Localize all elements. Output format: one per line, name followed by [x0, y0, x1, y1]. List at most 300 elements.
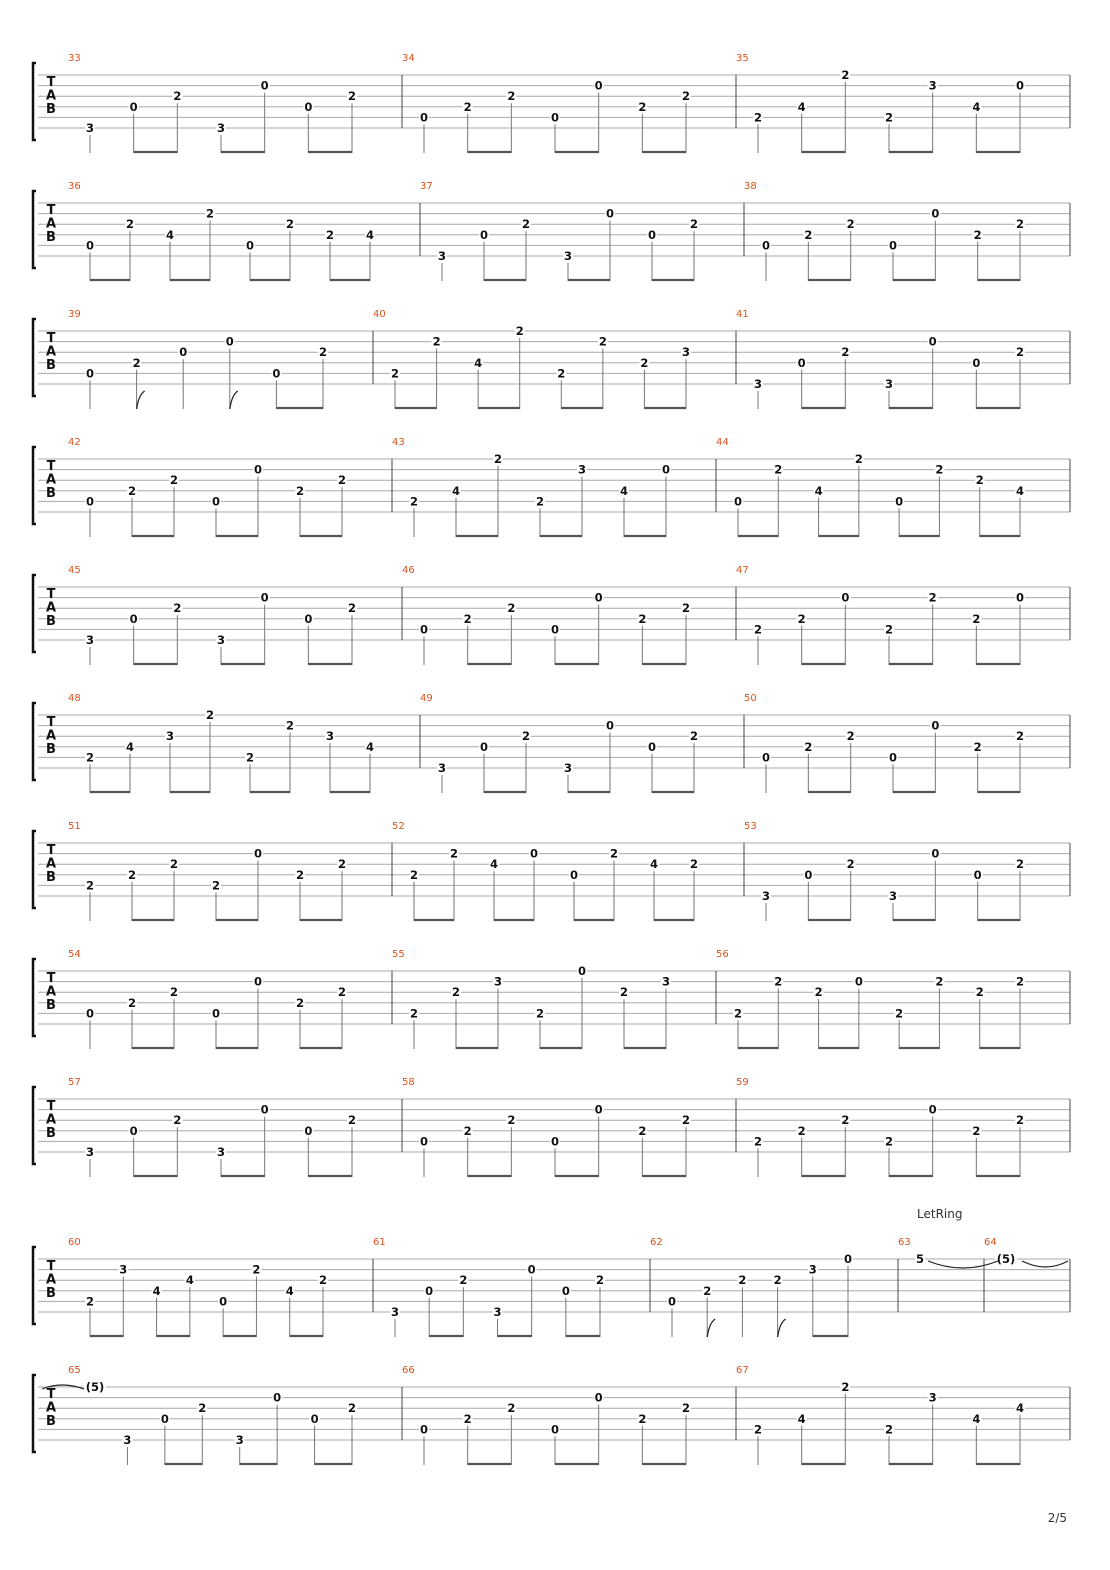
fret-number: 3 — [216, 633, 226, 647]
fret-number: 2 — [318, 1273, 328, 1288]
fret-number: 4 — [619, 483, 629, 498]
fret-number: 2 — [797, 1123, 806, 1138]
fret-number: 0 — [843, 1252, 853, 1266]
measure-number: 33 — [68, 53, 81, 64]
tab-clef-letter: B — [46, 1286, 56, 1302]
system-bracket — [33, 703, 36, 780]
fret-number: 2 — [205, 708, 215, 722]
fret-number: 2 — [638, 1411, 647, 1426]
fret-number: 0 — [931, 718, 940, 733]
tab-clef-letter: T — [46, 331, 56, 346]
tab-clef-letter: T — [46, 459, 56, 474]
note-flag — [778, 1319, 786, 1337]
fret-number: 4 — [125, 739, 135, 754]
tab-clef-letter: A — [45, 1272, 57, 1288]
fret-number: 2 — [595, 1273, 605, 1288]
fret-number: 2 — [205, 206, 215, 221]
fret-number: 2 — [463, 611, 472, 626]
fret-number: 2 — [738, 1273, 747, 1288]
fret-number: 0 — [854, 974, 863, 989]
fret-number: 2 — [507, 1113, 516, 1128]
fret-number: 3 — [216, 1145, 226, 1159]
fret-number: 2 — [493, 452, 503, 466]
fret-number: 2 — [804, 739, 813, 754]
measure-number: 44 — [716, 437, 729, 448]
measure-number: 65 — [68, 1365, 81, 1376]
fret-number: 0 — [529, 846, 539, 861]
fret-number: 0 — [605, 206, 615, 221]
fret-number: 3 — [681, 345, 691, 360]
fret-number: 2 — [689, 729, 699, 744]
fret-number: 0 — [661, 462, 671, 477]
tab-clef-letter: T — [46, 971, 56, 986]
fret-number: 3 — [761, 889, 771, 903]
measure-number: 43 — [392, 437, 405, 448]
fret-number: 4 — [165, 227, 175, 242]
fret-number: 0 — [594, 590, 603, 605]
fret-number: 2 — [1015, 1113, 1025, 1128]
fret-number: 3 — [661, 974, 671, 989]
fret-number: 2 — [753, 622, 763, 637]
tab-clef-letter: A — [45, 216, 57, 232]
fret-number: 2 — [598, 334, 607, 349]
fret-number: 0 — [888, 750, 898, 765]
fret-number: 2 — [85, 878, 95, 893]
fret-number: 0 — [972, 355, 981, 370]
fret-number: 0 — [129, 1123, 138, 1138]
fret-number: 0 — [973, 867, 982, 882]
fret-number: 2 — [318, 345, 328, 360]
fret-number: 0 — [605, 718, 615, 733]
tab-clef-letter: A — [45, 984, 57, 1000]
fret-number: 0 — [245, 238, 255, 253]
tie-arc — [1022, 1261, 1068, 1267]
fret-number: 2 — [535, 494, 545, 509]
fret-number: 3 — [493, 974, 503, 989]
fret-number: 0 — [1015, 590, 1025, 605]
fret-number: 2 — [463, 99, 472, 114]
fret-number: 2 — [619, 985, 629, 1000]
fret-number: 2 — [507, 601, 516, 616]
fret-number: 0 — [425, 1283, 434, 1298]
fret-number: 0 — [129, 99, 138, 114]
fret-number: 2 — [975, 985, 984, 1000]
fret-number: 3 — [493, 1305, 502, 1319]
fret-number: 2 — [521, 729, 531, 744]
fret-number: 0 — [85, 1006, 95, 1021]
fret-number: 0 — [733, 494, 743, 509]
fret-number: 0 — [304, 99, 313, 114]
tab-clef-letter: B — [46, 1414, 56, 1430]
fret-number: 2 — [1015, 345, 1025, 360]
fret-number: 2 — [507, 89, 516, 104]
system-bracket — [33, 1247, 36, 1324]
fret-number: 0 — [647, 739, 657, 754]
fret-number: 4 — [365, 227, 375, 242]
fret-number: 0 — [761, 238, 771, 253]
tab-clef-letter: A — [45, 728, 57, 744]
measure-number: 55 — [392, 949, 405, 960]
measure-number: 37 — [420, 181, 433, 192]
fret-number: 2 — [841, 345, 850, 360]
fret-number: 3 — [437, 249, 447, 263]
fret-number: 2 — [409, 494, 419, 509]
fret-number: 2 — [295, 995, 305, 1010]
fret-number: 2 — [895, 1006, 904, 1021]
fret-number: 2 — [127, 483, 137, 498]
measure-number: 45 — [68, 565, 81, 576]
fret-number: 0 — [550, 622, 560, 637]
fret-number: 2 — [127, 867, 137, 882]
fret-number: 2 — [173, 601, 182, 616]
fret-number: 2 — [975, 473, 984, 488]
fret-number: 0 — [928, 334, 937, 349]
fret-number: 2 — [854, 452, 863, 466]
fret-number: 0 — [804, 867, 813, 882]
fret-number: 2 — [884, 1134, 894, 1149]
fret-number: 2 — [753, 110, 763, 125]
measure-number: 38 — [744, 181, 757, 192]
fret-number: 4 — [972, 1411, 981, 1426]
fret-number: 2 — [337, 857, 347, 872]
fret-number: 0 — [647, 227, 657, 242]
fret-number: 2 — [325, 227, 335, 242]
fret-number: 0 — [550, 110, 560, 125]
fret-number: 2 — [390, 366, 400, 381]
fret-number: 0 — [550, 1422, 560, 1437]
fret-number: 3 — [884, 377, 894, 391]
fret-number: 2 — [972, 1123, 981, 1138]
fret-number: 3 — [888, 889, 898, 903]
system-bracket — [33, 1087, 36, 1164]
fret-number: 0 — [85, 366, 95, 381]
fret-number: 0 — [561, 1283, 570, 1298]
fret-number: 0 — [594, 1102, 603, 1117]
fret-number: 2 — [884, 110, 894, 125]
fret-number: 0 — [304, 611, 313, 626]
system-bracket — [33, 831, 36, 908]
fret-number: 2 — [449, 846, 459, 861]
tab-clef-letter: A — [45, 600, 57, 616]
fret-number: 2 — [295, 867, 305, 882]
fret-number: 4 — [1015, 1401, 1025, 1416]
fret-number: 2 — [169, 473, 179, 488]
fret-number: 2 — [1015, 857, 1025, 872]
tab-clef-letter: T — [46, 1099, 56, 1114]
fret-number: 2 — [973, 739, 982, 754]
let-ring-annotation: LetRing — [917, 1207, 963, 1221]
fret-number: 0 — [928, 1102, 937, 1117]
fret-number: 0 — [310, 1411, 319, 1426]
fret-number: 2 — [1015, 974, 1025, 989]
fret-number: 2 — [841, 68, 850, 82]
fret-number: 0 — [479, 227, 489, 242]
fret-number: 2 — [285, 217, 295, 232]
system-bracket — [33, 959, 36, 1036]
fret-number: 2 — [681, 1401, 691, 1416]
fret-number: 0 — [211, 494, 221, 509]
tab-clef-letter: A — [45, 856, 57, 872]
fret-number: 4 — [451, 483, 461, 498]
fret-number: 0 — [304, 1123, 313, 1138]
fret-number: 2 — [132, 355, 141, 370]
fret-number: 0 — [273, 1390, 282, 1405]
fret-number: 2 — [347, 601, 357, 616]
fret-number: 3 — [123, 1433, 132, 1447]
fret-number: 2 — [337, 985, 347, 1000]
fret-number: 2 — [169, 857, 179, 872]
fret-number: 2 — [797, 611, 806, 626]
note-flag — [230, 391, 238, 409]
fret-number: 4 — [649, 857, 659, 872]
fret-number: 0 — [569, 867, 579, 882]
tab-clef-letter: A — [45, 1112, 57, 1128]
fret-number: 0 — [260, 1102, 269, 1117]
fret-number: 2 — [451, 985, 461, 1000]
fret-number: 0 — [419, 1134, 429, 1149]
fret-number: 0 — [761, 750, 771, 765]
fret-number: 2 — [681, 601, 691, 616]
measure-number: 61 — [373, 1237, 386, 1248]
fret-number: 2 — [347, 1113, 357, 1128]
page-number: 2/5 — [1047, 1511, 1067, 1525]
fret-number: 0 — [594, 78, 603, 93]
measure-number: 54 — [68, 949, 81, 960]
tie-arc — [928, 1261, 998, 1268]
fret-number: 2 — [753, 1134, 763, 1149]
fret-number: 2 — [774, 974, 783, 989]
fret-number: 3 — [437, 761, 447, 775]
fret-number: 2 — [347, 1401, 357, 1416]
fret-number: 3 — [390, 1305, 400, 1319]
fret-number: 2 — [463, 1123, 472, 1138]
fret-number: 0 — [253, 462, 263, 477]
fret-number: 3 — [85, 633, 95, 647]
fret-number: 4 — [474, 355, 483, 370]
fret-number: 2 — [846, 217, 855, 232]
fret-number: 2 — [773, 1273, 782, 1288]
fret-number: 2 — [841, 1380, 850, 1394]
fret-number: 2 — [884, 622, 894, 637]
fret-number: 4 — [185, 1273, 194, 1288]
fret-number: 2 — [846, 857, 855, 872]
fret-number: 0 — [260, 78, 269, 93]
fret-number: 2 — [198, 1401, 207, 1416]
measure-number: 67 — [736, 1365, 749, 1376]
system-bracket — [33, 191, 36, 268]
fret-number: 3 — [808, 1262, 817, 1277]
fret-number: 0 — [667, 1294, 677, 1309]
fret-number: 0 — [1015, 78, 1025, 93]
fret-number: 2 — [1015, 729, 1025, 744]
fret-number: 2 — [703, 1283, 712, 1298]
measure-number: 48 — [68, 693, 81, 704]
measure-number: 52 — [392, 821, 405, 832]
fret-number: 4 — [489, 857, 499, 872]
fret-number: 2 — [638, 1123, 647, 1138]
fret-number: 2 — [125, 217, 135, 232]
fret-number: 4 — [972, 99, 981, 114]
fret-number: 2 — [733, 1006, 743, 1021]
system-bracket — [33, 447, 36, 524]
fret-number: 0 — [179, 345, 188, 360]
tab-clef-letter: T — [46, 75, 56, 90]
measure-number: 41 — [736, 309, 749, 320]
fret-number: 2 — [252, 1262, 261, 1277]
fret-number: 2 — [85, 1294, 95, 1309]
measure-number: 60 — [68, 1237, 81, 1248]
tab-clef-letter: T — [46, 715, 56, 730]
tab-clef-letter: T — [46, 587, 56, 602]
measure-number: 39 — [68, 309, 81, 320]
fret-number: 2 — [409, 1006, 419, 1021]
fret-number: 2 — [689, 857, 699, 872]
fret-number: 0 — [479, 739, 489, 754]
fret-number: 0 — [931, 846, 940, 861]
tab-clef-letter: A — [45, 88, 57, 104]
fret-number: 3 — [577, 462, 587, 477]
fret-number: 0 — [225, 334, 234, 349]
fret-number: 3 — [753, 377, 763, 391]
tab-clef-letter: B — [46, 998, 56, 1014]
measure-number: 64 — [984, 1237, 997, 1248]
note-flag — [707, 1319, 715, 1337]
fret-number: 0 — [931, 206, 940, 221]
fret-number: 2 — [928, 590, 937, 605]
fret-number: 2 — [432, 334, 441, 349]
tab-clef-letter: B — [46, 870, 56, 886]
fret-number: 0 — [85, 238, 95, 253]
fret-number: 3 — [563, 249, 573, 263]
measure-number: 42 — [68, 437, 81, 448]
fret-number: 0 — [211, 1006, 221, 1021]
fret-number: 0 — [594, 1390, 603, 1405]
fret-number: 2 — [638, 611, 647, 626]
fret-number: 0 — [841, 590, 850, 605]
fret-number: 2 — [681, 89, 691, 104]
fret-number: 0 — [577, 964, 587, 978]
tab-clef-letter: A — [45, 1400, 57, 1416]
measure-number: 56 — [716, 949, 729, 960]
fret-number: 2 — [211, 878, 221, 893]
fret-number: 0 — [253, 846, 263, 861]
tab-clef-letter: B — [46, 742, 56, 758]
fret-number: 2 — [841, 1113, 850, 1128]
fret-number: 3 — [119, 1262, 128, 1277]
fret-number: 2 — [295, 483, 305, 498]
measure-number: 58 — [402, 1077, 415, 1088]
fret-number: 3 — [325, 729, 335, 744]
measure-number: 51 — [68, 821, 81, 832]
measure-number: 53 — [744, 821, 757, 832]
fret-number: 2 — [638, 99, 647, 114]
fret-number: 4 — [814, 483, 823, 498]
tab-clef-letter: B — [46, 230, 56, 246]
fret-number: 2 — [347, 89, 357, 104]
fret-number: 2 — [507, 1401, 516, 1416]
fret-number: 2 — [1015, 217, 1025, 232]
measure-number: 36 — [68, 181, 81, 192]
system-bracket — [33, 63, 36, 140]
fret-number: (5) — [996, 1252, 1016, 1266]
fret-number: (5) — [85, 1380, 105, 1394]
fret-number: 2 — [127, 995, 137, 1010]
fret-number: 2 — [245, 750, 255, 765]
fret-number: 2 — [804, 227, 813, 242]
fret-number: 0 — [85, 494, 95, 509]
tab-clef-letter: A — [45, 344, 57, 360]
system-bracket — [33, 319, 36, 396]
fret-number: 2 — [681, 1113, 691, 1128]
fret-number: 2 — [169, 985, 179, 1000]
tab-clef-letter: B — [46, 486, 56, 502]
tab-clef-letter: B — [46, 1126, 56, 1142]
fret-number: 3 — [563, 761, 573, 775]
fret-number: 0 — [219, 1294, 228, 1309]
tab-clef-letter: T — [46, 1387, 56, 1402]
tab-clef-letter: B — [46, 358, 56, 374]
fret-number: 2 — [774, 462, 783, 477]
fret-number: 4 — [797, 99, 806, 114]
measure-number: 34 — [402, 53, 415, 64]
fret-number: 3 — [235, 1433, 244, 1447]
measure-number: 62 — [650, 1237, 663, 1248]
measure-number: 66 — [402, 1365, 415, 1376]
fret-number: 2 — [463, 1411, 472, 1426]
fret-number: 2 — [557, 366, 566, 381]
fret-number: 2 — [609, 846, 619, 861]
fret-number: 2 — [640, 355, 649, 370]
fret-number: 4 — [797, 1411, 806, 1426]
fret-number: 3 — [85, 1145, 95, 1159]
fret-number: 2 — [535, 1006, 545, 1021]
note-flag — [137, 391, 145, 409]
fret-number: 0 — [527, 1262, 536, 1277]
fret-number: 0 — [260, 590, 269, 605]
measure-number: 59 — [736, 1077, 749, 1088]
measure-number: 46 — [402, 565, 415, 576]
measure-number: 35 — [736, 53, 749, 64]
fret-number: 2 — [337, 473, 347, 488]
measure-number: 63 — [898, 1237, 911, 1248]
tab-clef-letter: T — [46, 843, 56, 858]
fret-number: 3 — [165, 729, 175, 744]
fret-number: 2 — [173, 1113, 182, 1128]
tab-clef-letter: A — [45, 472, 57, 488]
tab-clef-letter: T — [46, 203, 56, 218]
measure-number: 57 — [68, 1077, 81, 1088]
fret-number: 2 — [973, 227, 982, 242]
fret-number: 3 — [928, 78, 937, 93]
fret-number: 2 — [521, 217, 531, 232]
fret-number: 3 — [85, 121, 95, 135]
fret-number: 2 — [972, 611, 981, 626]
tab-clef-letter: B — [46, 614, 56, 630]
fret-number: 2 — [753, 1422, 763, 1437]
fret-number: 4 — [285, 1283, 294, 1298]
system-bracket — [33, 575, 36, 652]
fret-number: 2 — [85, 750, 95, 765]
fret-number: 4 — [365, 739, 375, 754]
fret-number: 3 — [928, 1390, 937, 1405]
tab-clef-letter: T — [46, 1259, 56, 1274]
fret-number: 0 — [419, 1422, 429, 1437]
fret-number: 0 — [253, 974, 263, 989]
tab-clef-letter: B — [46, 102, 56, 118]
fret-number: 2 — [459, 1273, 468, 1288]
measure-number: 50 — [744, 693, 757, 704]
fret-number: 4 — [1015, 483, 1025, 498]
